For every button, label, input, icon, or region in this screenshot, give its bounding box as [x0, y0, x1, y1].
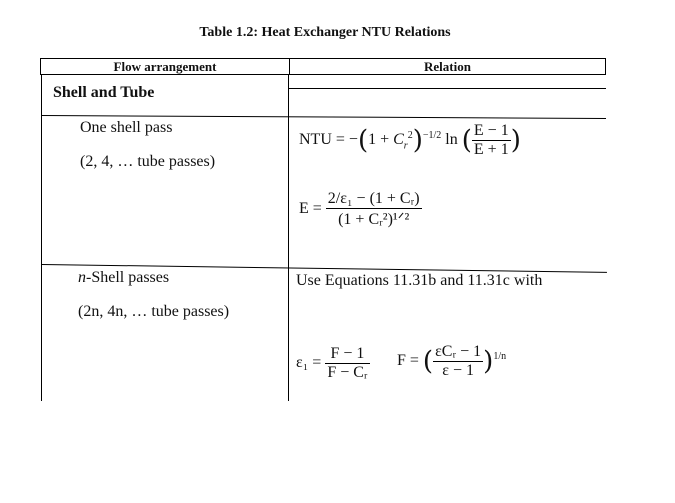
column-divider	[288, 75, 289, 401]
eq2-lhs: E =	[299, 200, 322, 218]
eps-lhs: ε₁ =	[296, 354, 322, 372]
F-exponent: 1/n	[493, 350, 507, 362]
section-heading: Shell and Tube	[53, 84, 155, 101]
row1-subtext: (2, 4, … tube passes)	[80, 153, 216, 170]
equation-eps	[296, 345, 370, 382]
eq1-ln: ln	[445, 131, 458, 149]
eq1-denominator: E + 1	[473, 141, 509, 158]
table-header	[40, 58, 606, 75]
eq1-lhs: NTU = −	[299, 131, 358, 149]
equation-ntu: NTU = $-(1 + C_r^2)^{-1/2}$ ln ( $\frac{E - 1}{E + 1}$ )	[299, 122, 521, 158]
header-flow-arrangement: Flow arrangement	[113, 59, 217, 74]
left-border	[41, 75, 42, 401]
eq1-numerator: E − 1	[473, 122, 509, 139]
row1-name: One shell pass	[80, 119, 173, 136]
equation-E	[299, 190, 422, 229]
eps-denominator: F − Cᵣ	[327, 364, 368, 381]
equation-F: F = ( $\frac{\text{εCᵣ − 1}}{\varepsilon - 1}$ )$^{1/n}$	[397, 343, 507, 379]
row2-use-text: Use Equations 11.31b and 11.31c with	[296, 272, 543, 289]
F-denominator: ε − 1	[442, 362, 474, 379]
eps-numerator: F − 1	[325, 345, 369, 364]
row2-name-n: n	[78, 269, 86, 286]
F-lhs: F =	[397, 352, 419, 370]
row2-name-rest: -Shell passes	[86, 269, 170, 286]
row2-name	[78, 269, 169, 287]
table-title: Table 1.2: Heat Exchanger NTU Relations	[199, 25, 451, 40]
eq2-numerator: 2/ε₁ − (1 + Cᵣ)	[327, 190, 420, 207]
header-relation: Relation	[289, 59, 605, 74]
eq2-denominator: (1 + Cᵣ²)¹ᐟ²	[338, 211, 410, 228]
section-rule-right	[288, 88, 606, 89]
F-numerator: εCᵣ − 1	[435, 343, 482, 360]
row2-subtext: (2n, 4n, … tube passes)	[78, 303, 230, 320]
